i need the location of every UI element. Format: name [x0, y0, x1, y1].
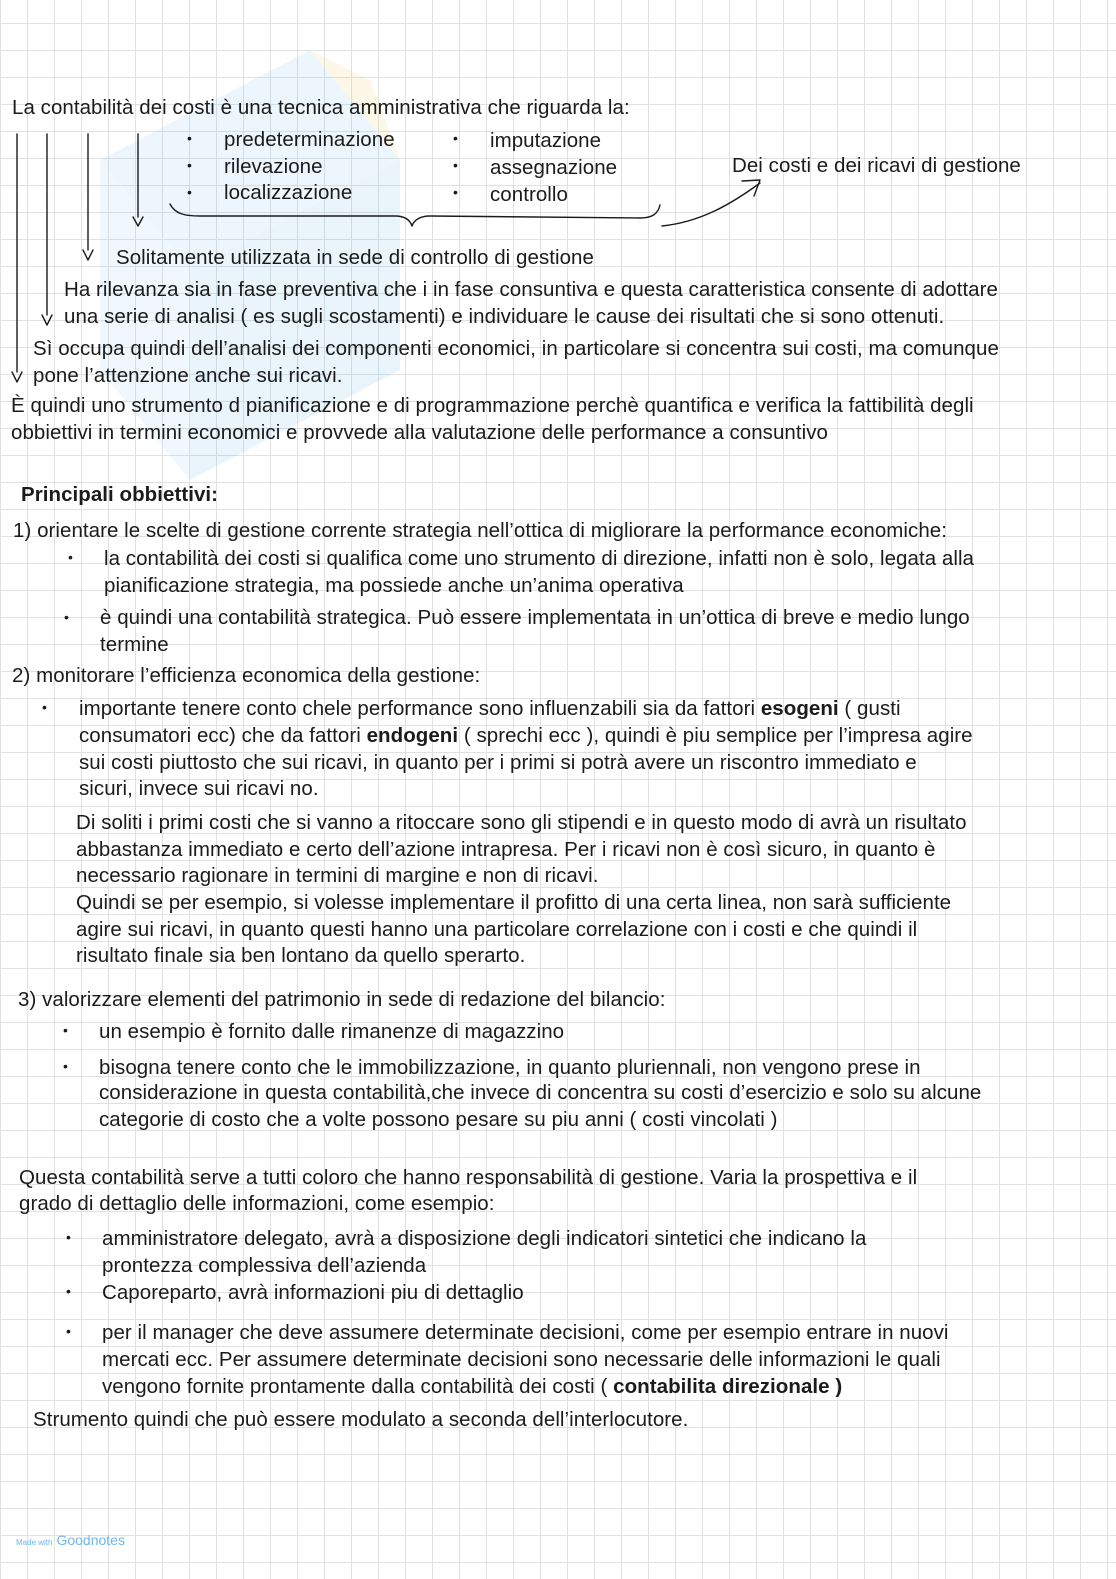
bullet-text: mercati ecc. Per assumere determinate decisioni sono necessarie delle informazioni le quali: [102, 1348, 941, 1371]
activity-item: controllo: [490, 183, 568, 206]
bullet-text: termine: [100, 633, 169, 656]
activity-item: predeterminazione: [224, 128, 395, 151]
objectives-heading: Principali obbiettivi:: [21, 483, 219, 506]
arrow-note: una serie di analisi ( es sugli scostamenti) e individuare le cause dei risultati che si sono ottenuti.: [64, 305, 945, 328]
bullet-text: vengono fornite prontamente dalla contabilità dei costi ( contabilita direzionale ): [102, 1375, 843, 1398]
paragraph-line: necessario ragionare in termini di margine e non di ricavi.: [76, 864, 599, 887]
bullet-text: bisogna tenere conto che le immobilizzazione, in quanto pluriennali, non vengono prese in: [99, 1056, 921, 1079]
bullet-icon: •: [187, 184, 192, 200]
bullet-icon: •: [63, 1058, 68, 1074]
arrow-note: Solitamente utilizzata in sede di controllo di gestione: [116, 246, 594, 269]
users-intro: Questa contabilità serve a tutti coloro che hanno responsabilità di gestione. Varia la prospettiva e il: [19, 1166, 918, 1189]
bullet-icon: •: [42, 699, 47, 715]
bullet-text: consumatori ecc) che da fattori endogeni ( sprechi ecc ), quindi è piu semplice per l’impresa agire: [79, 724, 973, 747]
bullet-text: un esempio è fornito dalle rimanenze di magazzino: [99, 1020, 565, 1043]
arrow-note: pone l’attenzione anche sui ricavi.: [33, 364, 343, 387]
paragraph-line: agire sui ricavi, in quanto questi hanno una particolare correlazione con i costi e che quindi il: [76, 918, 918, 941]
intro-text: La contabilità dei costi è una tecnica amministrativa che riguarda la:: [12, 96, 630, 119]
paragraph-line: Quindi se per esempio, si volesse implementare il profitto di una certa linea, non sarà sufficiente: [76, 891, 952, 914]
closing-text: Strumento quindi che può essere modulato a seconda dell’interlocutore.: [33, 1408, 689, 1431]
activity-item: localizzazione: [224, 181, 353, 204]
bullet-text: pianificazione strategia, ma possiede anche un’anima operativa: [104, 574, 684, 597]
bullet-icon: •: [66, 1229, 71, 1245]
bullet-icon: •: [187, 157, 192, 173]
activity-item: rilevazione: [224, 155, 323, 178]
side-note: Dei costi e dei ricavi di gestione: [732, 154, 1021, 177]
bullet-text: la contabilità dei costi si qualifica come uno strumento di direzione, infatti non è solo, legata alla: [104, 547, 975, 570]
objective-title: 3) valorizzare elementi del patrimonio in sede di redazione del bilancio:: [18, 988, 666, 1011]
bullet-text: categorie di costo che a volte possono pesare su piu anni ( costi vincolati ): [99, 1108, 778, 1131]
bullet-text: importante tenere conto chele performance sono influenzabili sia da fattori esogeni ( gusti: [79, 697, 901, 720]
bullet-text: Caporeparto, avrà informazioni piu di dettaglio: [102, 1281, 524, 1304]
paragraph-line: risultato finale sia ben lontano da quello sperarto.: [76, 944, 526, 967]
objective-title: 1) orientare le scelte di gestione corrente strategia nell’ottica di migliorare la performance economiche:: [13, 519, 947, 542]
bullet-icon: •: [68, 549, 73, 565]
bullet-text: considerazione in questa contabilità,che invece di concentra su costi d’esercizio e solo su alcune: [99, 1081, 982, 1104]
arrow-note: Sì occupa quindi dell’analisi dei componenti economici, in particolare si concentra sui costi, ma comunque: [33, 337, 999, 360]
bullet-text: sicuri, invece sui ricavi no.: [79, 777, 319, 800]
bullet-text: amministratore delegato, avrà a disposizione degli indicatori sintetici che indicano la: [102, 1227, 867, 1250]
bullet-text: è quindi una contabilità strategica. Può essere implementata in un’ottica di breve e medio lungo: [100, 606, 970, 629]
bullet-icon: •: [66, 1323, 71, 1339]
bullet-icon: •: [453, 184, 458, 200]
activity-item: imputazione: [490, 129, 602, 152]
bullet-icon: •: [64, 609, 69, 625]
users-intro: grado di dettaglio delle informazioni, come esempio:: [19, 1192, 495, 1215]
bullet-text: per il manager che deve assumere determinate decisioni, come per esempio entrare in nuovi: [102, 1321, 949, 1344]
footer-logo: Made with Goodnotes: [16, 1532, 125, 1548]
bullet-icon: •: [187, 130, 192, 146]
arrow-note: Ha rilevanza sia in fase preventiva che i in fase consuntiva e questa caratteristica consente di adottare: [64, 278, 998, 301]
bullet-icon: •: [453, 157, 458, 173]
activity-item: assegnazione: [490, 156, 618, 179]
paragraph-line: Di soliti i primi costi che si vanno a ritoccare sono gli stipendi e in questo modo di avrà un risultato: [76, 811, 967, 834]
bullet-text: sui costi piuttosto che sui ricavi, in quanto per i primi si potrà avere un riscontro immediato e: [79, 751, 917, 774]
summary-line: È quindi uno strumento d pianificazione e di programmazione perchè quantifica e verifica la fattibilità degli: [11, 394, 974, 417]
summary-line: obbiettivi in termini economici e provvede alla valutazione delle performance a consuntivo: [11, 421, 828, 444]
paragraph-line: abbastanza immediato e certo dell’azione intrapresa. Per i ricavi non è così sicuro, in quanto è: [76, 838, 936, 861]
bullet-icon: •: [453, 130, 458, 146]
bullet-icon: •: [63, 1022, 68, 1038]
bullet-text: prontezza complessiva dell’azienda: [102, 1254, 427, 1277]
bullet-icon: •: [66, 1283, 71, 1299]
objective-title: 2) monitorare l’efficienza economica della gestione:: [12, 664, 481, 687]
